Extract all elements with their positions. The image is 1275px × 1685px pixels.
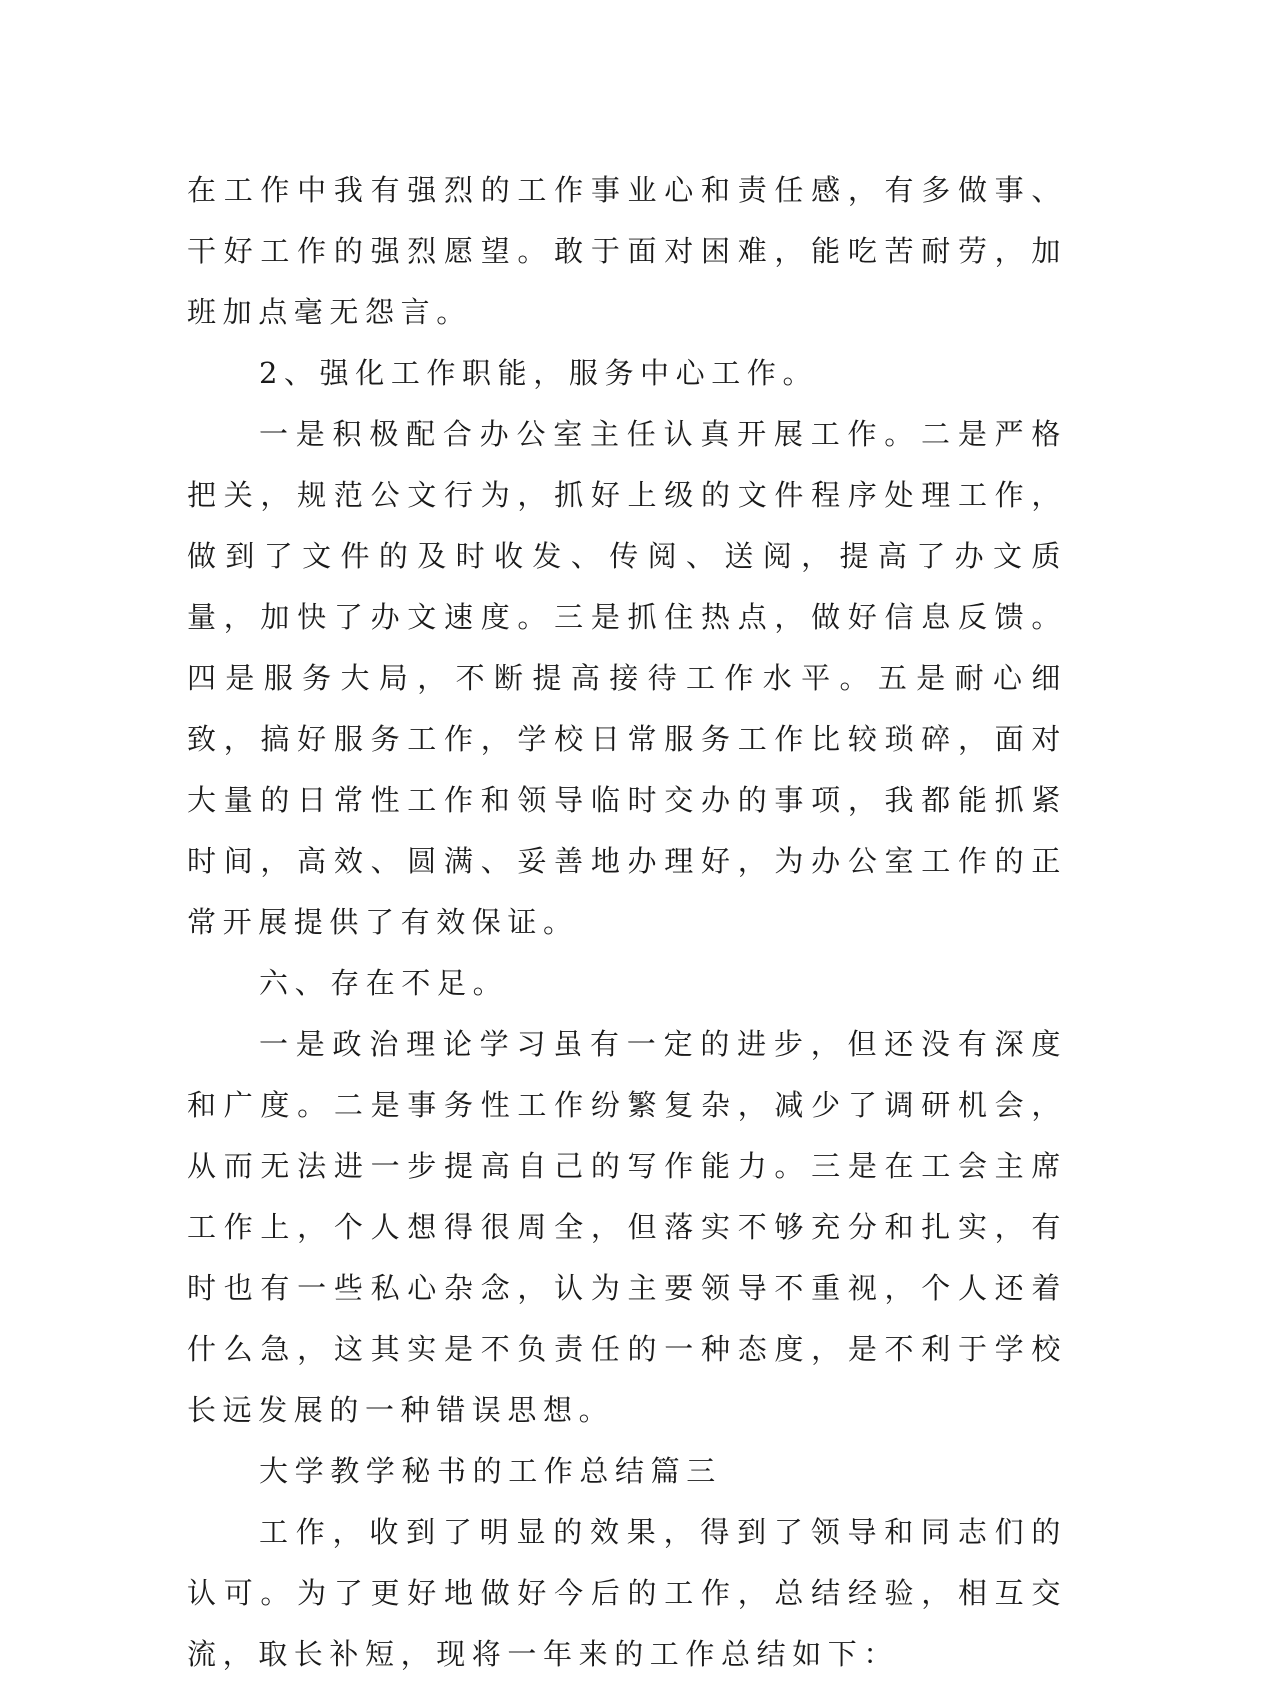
section-heading: 大学教学秘书的工作总结篇三	[259, 1454, 722, 1488]
paragraph: 一是积极配合办公室主任认真开展工作。二是严格把关，规范公文行为，抓好上级的文件程序处理工作，做到了文件的及时收发、传阅、送阅，提高了办文质量，加快了办文速度。三是抓住热点，做好信息反馈。四是服务大局，不断提高接待工作水平。五是耐心细致，搞好服务工作，学校日常服务工作比较琐碎，面对大量的日常性工作和领导临时交办的事项，我都能抓紧时间，高效、圆满、妥善地办理好，为办公室工作的正常开展提供了有效保证。	[187, 417, 1067, 939]
section-heading: 2、强化工作职能，服务中心工作。	[259, 356, 819, 390]
paragraph: 一是政治理论学习虽有一定的进步，但还没有深度和广度。二是事务性工作纷繁复杂，减少了调研机会，从而无法进一步提高自己的写作能力。三是在工会主席工作上，个人想得很周全，但落实不够充分和扎实，有时也有一些私心杂念，认为主要领导不重视，个人还着什么急，这其实是不负责任的一种态度，是不利于学校长远发展的一种错误思想。	[187, 1027, 1067, 1427]
section-heading: 六、存在不足。	[259, 966, 509, 1000]
document-body	[187, 160, 1067, 1685]
paragraph: 工作，收到了明显的效果，得到了领导和同志们的认可。为了更好地做好今后的工作，总结经验，相互交流，取长补短，现将一年来的工作总结如下：	[187, 1515, 1067, 1671]
paragraph: 在工作中我有强烈的工作事业心和责任感，有多做事、干好工作的强烈愿望。敢于面对困难，能吃苦耐劳，加班加点毫无怨言。	[187, 173, 1067, 329]
